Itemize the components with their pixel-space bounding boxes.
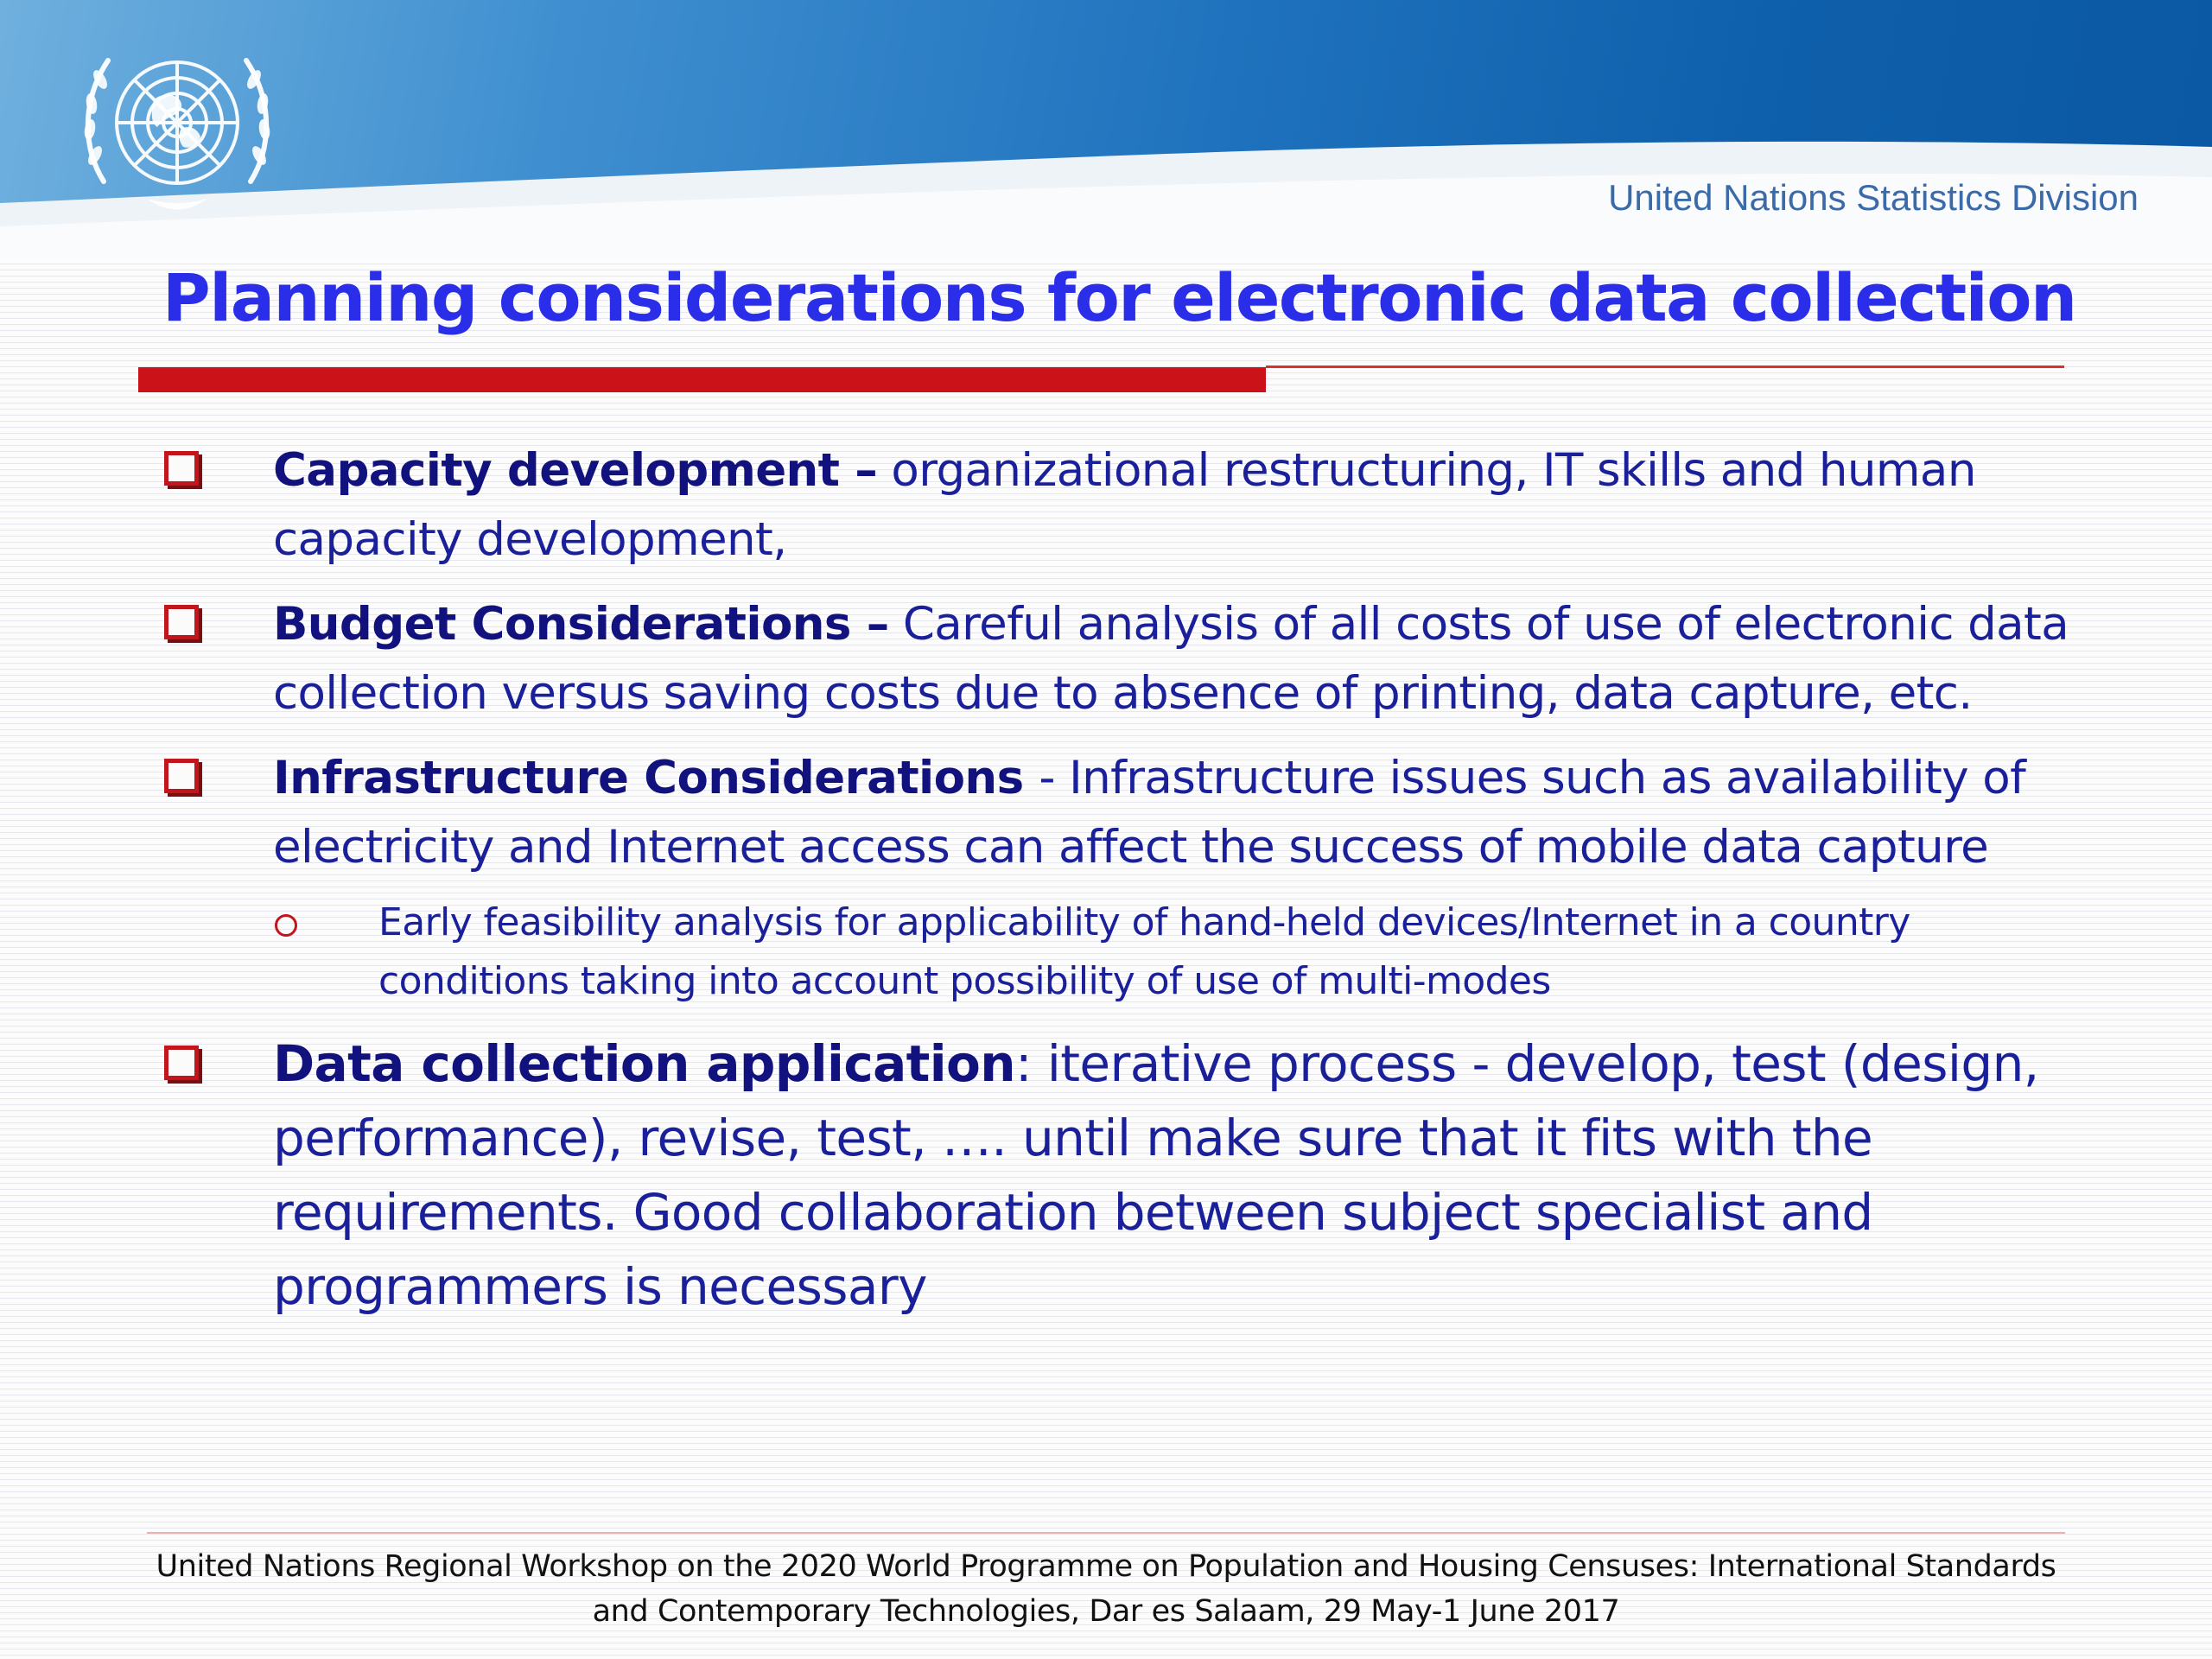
footer — [86, 1544, 2126, 1634]
bullet-lead: Budget Considerations – — [273, 598, 889, 651]
header-swoosh — [0, 0, 2212, 259]
bullet-data-collection-application — [273, 1027, 2131, 1324]
bullet-capacity-development — [273, 436, 2131, 575]
bullet-lead: Infrastructure Considerations — [273, 752, 1039, 804]
bullet-text: Careful analysis of all costs of use of electronic data collection versus saving costs due to absence of printing, data capture, etc. — [273, 598, 2069, 720]
page-title: Planning considerations for electronic data collection — [162, 259, 2076, 336]
un-emblem-icon — [60, 26, 294, 229]
division-name: United Nations Statistics Division — [1608, 177, 2139, 218]
checkbox-bullet-icon — [164, 759, 199, 793]
bullet-text: - Infrastructure issues such as availability of electricity and Internet access can affect the success of mobile data capture — [273, 752, 2026, 874]
checkbox-bullet-icon — [164, 451, 199, 486]
bullet-budget-considerations — [273, 590, 2131, 728]
footer-line-1: United Nations Regional Workshop on the 2020 World Programme on Population and Housing Censuses: International Standards — [156, 1549, 2056, 1584]
bullet-text: : iterative process - develop, test (design, performance), revise, test, …. until make sure that it fits with the requirements. Good collaboration between subject specialist and programmers is necessary — [273, 1034, 2039, 1316]
circle-bullet-icon — [275, 914, 297, 937]
title-underline-thin — [1266, 365, 2064, 368]
bullet-infrastructure-considerations — [273, 744, 2131, 882]
bullet-text: organizational restructuring, IT skills and human capacity development, — [273, 444, 1976, 566]
footer-divider — [147, 1532, 2065, 1534]
checkbox-bullet-icon — [164, 605, 199, 639]
bullet-lead: Data collection application — [273, 1034, 1015, 1093]
footer-line-2: and Contemporary Technologies, Dar es Salaam, 29 May-1 June 2017 — [592, 1594, 1620, 1629]
title-underline-thick — [138, 367, 1266, 392]
bullet-lead: Capacity development – — [273, 444, 878, 497]
checkbox-bullet-icon — [164, 1046, 199, 1080]
header-banner — [0, 0, 2212, 259]
sub-bullet-feasibility: Early feasibility analysis for applicability of hand-held devices/Internet in a country conditions taking into account possibility of use of multi-modes — [378, 900, 1910, 1003]
